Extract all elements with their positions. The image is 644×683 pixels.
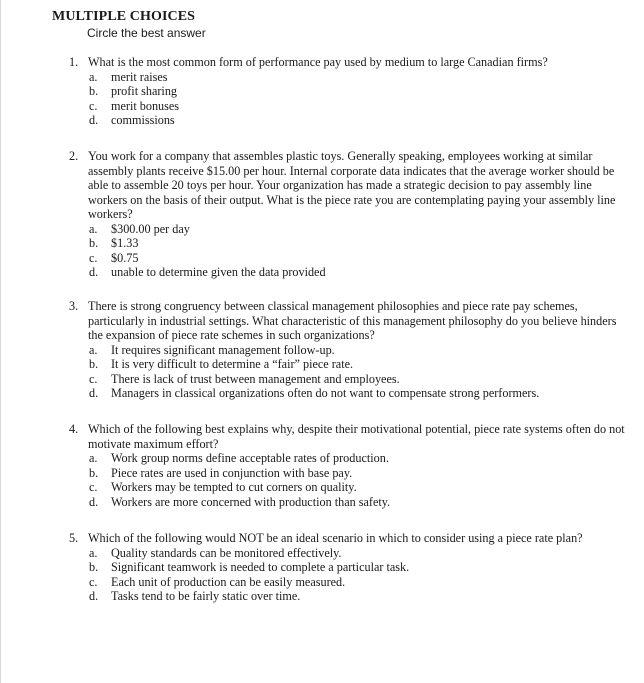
option-text: Quality standards can be monitored effectively. [111,545,342,560]
question-2 [69,149,629,280]
option-text: Workers are more concerned with production than safety. [111,494,391,509]
option-letter: c. [89,574,98,589]
option-letter: c. [89,371,98,386]
answer-options [69,546,629,604]
answer-option-c[interactable] [69,372,629,387]
section-heading: MULTIPLE CHOICES [52,9,196,24]
answer-option-d[interactable] [69,113,629,128]
answer-option-d[interactable] [69,495,629,510]
answer-option-b[interactable] [69,466,629,481]
answer-option-d[interactable] [69,589,629,604]
question-text: Which of the following would NOT be an ideal scenario in which to consider using a piece rate plan? [88,531,583,545]
question-text: Which of the following best explains why, despite their motivational potential, piece rate systems often do not motivate maximum effort? [88,422,625,451]
question-text: What is the most common form of performance pay used by medium to large Canadian firms? [88,55,548,69]
answer-option-b[interactable] [69,560,629,575]
question-3 [69,299,629,401]
option-text: Work group norms define acceptable rates of production. [111,451,389,465]
option-text: Each unit of production can be easily measured. [111,574,346,589]
option-letter: b. [89,357,99,371]
option-letter: a. [89,545,98,560]
option-text: It is very difficult to determine a “fair” piece rate. [111,357,354,371]
question-text: There is strong congruency between classical management philosophies and piece rate pay schemes, particularly in industrial settings. What characteristic of this management philosophy do you believe hinders the expansion of piece rate schemes in such organizations? [88,299,617,342]
question-number: 4. [69,422,79,436]
question-number: 1. [69,55,79,69]
option-letter: a. [89,69,98,84]
option-letter: c. [89,250,98,265]
answer-option-a[interactable] [69,222,629,237]
question-number: 3. [69,299,79,313]
question-text: You work for a company that assembles plastic toys. Generally speaking, employees working at similar assembly plants receive $15.00 per hour. Internal corporate data indicates that the average worker should be able to assemble 20 toys per hour. Your organization has made a strategic decision to pay assembly line workers on the basis of their output. What is the piece rate you are contemplating paying your assembly line workers? [88,149,616,221]
answer-option-c[interactable] [69,480,629,495]
answer-option-a[interactable] [69,546,629,561]
option-text: $1.33 [111,236,139,250]
option-letter: d. [89,113,99,127]
option-text: There is lack of trust between management and employees. [111,371,400,386]
option-letter: b. [89,560,99,574]
option-letter: d. [89,265,99,279]
option-letter: d. [89,386,99,400]
answer-option-c[interactable] [69,251,629,266]
option-text: Significant teamwork is needed to complete a particular task. [111,560,410,574]
option-text: Tasks tend to be fairly static over time. [111,589,301,603]
option-letter: b. [89,84,99,98]
answer-option-d[interactable] [69,386,629,401]
answer-options [69,343,629,401]
answer-options [69,451,629,509]
answer-option-a[interactable] [69,451,629,466]
answer-option-c[interactable] [69,99,629,114]
answer-option-a[interactable] [69,343,629,358]
option-text: Managers in classical organizations often do not want to compensate strong performers. [111,386,540,400]
question-number: 2. [69,149,79,163]
option-text: Piece rates are used in conjunction with base pay. [111,465,353,480]
answer-option-a[interactable] [69,70,629,85]
option-letter: a. [89,221,98,236]
answer-option-d[interactable] [69,265,629,280]
answer-option-b[interactable] [69,236,629,251]
option-letter: d. [89,494,99,509]
option-letter: c. [89,480,98,494]
answer-option-b[interactable] [69,357,629,372]
answer-option-c[interactable] [69,575,629,590]
option-text: $300.00 per day [111,221,190,236]
option-text: merit bonuses [111,98,180,113]
option-text: merit raises [111,69,168,84]
option-text: profit sharing [111,84,178,98]
option-letter: d. [89,589,99,603]
question-4 [69,422,629,509]
option-letter: c. [89,98,98,113]
answer-option-b[interactable] [69,84,629,99]
instruction-text: Circle the best answer [87,26,206,40]
option-text: $0.75 [111,250,139,265]
option-letter: b. [89,236,99,250]
option-letter: b. [89,465,99,480]
option-text: unable to determine given the data provided [111,265,326,279]
option-text: commissions [111,113,175,127]
option-text: Workers may be tempted to cut corners on quality. [111,480,357,494]
question-5 [69,531,629,604]
option-letter: a. [89,342,98,357]
question-number: 5. [69,531,79,545]
answer-options [69,222,629,280]
question-1 [69,55,629,128]
option-text: It requires significant management follow-up. [111,342,335,357]
answer-options [69,70,629,128]
option-letter: a. [89,451,98,465]
